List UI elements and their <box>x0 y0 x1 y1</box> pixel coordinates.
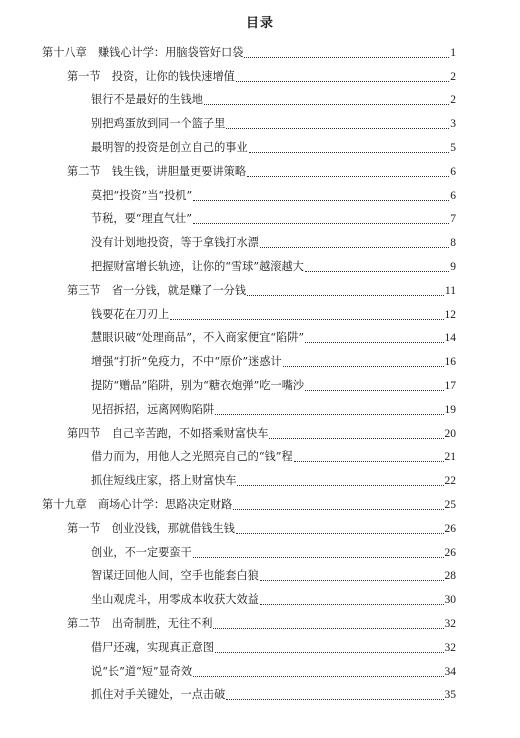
toc-subsection-entry[interactable] <box>0 560 520 584</box>
toc-dot-leader <box>247 176 449 177</box>
toc-dot-leader <box>213 628 443 629</box>
toc-page-number: 25 <box>444 498 456 511</box>
toc-section-entry[interactable] <box>0 60 520 84</box>
toc-page-number: 20 <box>444 427 456 440</box>
toc-page-number: 32 <box>444 617 456 630</box>
toc-page-number: 11 <box>444 284 456 297</box>
toc-page-number: 5 <box>450 141 456 154</box>
toc-entry-title: 别把鸡蛋放到同一个篮子里 <box>91 117 226 131</box>
toc-dot-leader <box>249 152 450 153</box>
toc-dot-leader <box>305 342 443 343</box>
toc-page-number: 7 <box>450 213 456 226</box>
toc-dot-leader <box>193 223 449 224</box>
toc-dot-leader <box>170 319 443 320</box>
toc-entry-title: 钱要花在刀刃上 <box>91 307 170 321</box>
toc-entry-title: 第二节 钱生钱，讲胆量更要讲策略 <box>67 164 247 178</box>
toc-entry-title: 最明智的投资是创立自己的事业 <box>91 140 248 154</box>
toc-subsection-entry[interactable] <box>0 203 520 227</box>
toc-dot-leader <box>269 438 443 439</box>
toc-dot-leader <box>193 557 444 558</box>
toc-dot-leader <box>283 366 444 367</box>
toc-subsection-entry[interactable] <box>0 107 520 131</box>
toc-dot-leader <box>237 485 443 486</box>
toc-subsection-entry[interactable] <box>0 226 520 250</box>
toc-page-number: 16 <box>444 356 456 369</box>
toc-entry-title: 第四节 自己辛苦跑，不如搭乘财富快车 <box>67 426 269 440</box>
toc-entry-title: 节税，要“理直气壮” <box>91 212 192 226</box>
toc-subsection-entry[interactable] <box>0 441 520 465</box>
toc-section-entry[interactable] <box>0 607 520 631</box>
toc-entry-title: 莫把“投资”当“投机” <box>91 188 193 202</box>
toc-entry-title: 没有计划地投资，等于拿钱打水漂 <box>91 236 259 250</box>
toc-dot-leader <box>193 200 449 201</box>
toc-dot-leader <box>260 604 444 605</box>
toc-dot-leader <box>305 390 443 391</box>
toc-entry-title: 第一节 投资，让你的钱快速增值 <box>67 69 235 83</box>
toc-dot-leader <box>215 652 443 653</box>
toc-entry-title: 慧眼识破“处理商品”，不入商家便宜“陷阱” <box>91 331 305 345</box>
toc-subsection-entry[interactable] <box>0 679 520 703</box>
toc-section-entry[interactable] <box>0 155 520 179</box>
toc-entry-title: 第二节 出奇制胜，无往不利 <box>67 616 213 630</box>
toc-dot-leader <box>244 57 449 58</box>
toc-page-number: 26 <box>444 522 456 535</box>
toc-entry-title: 银行不是最好的生钱地 <box>91 93 203 107</box>
toc-page-number: 32 <box>444 641 456 654</box>
toc-page-number: 6 <box>450 189 456 202</box>
toc-entry-title: 创业，不一定要蛮干 <box>91 545 192 559</box>
toc-page-number: 8 <box>450 237 456 250</box>
toc-subsection-entry[interactable] <box>0 393 520 417</box>
toc-dot-leader <box>260 580 444 581</box>
toc-page-number: 3 <box>450 118 456 131</box>
toc-dot-leader <box>204 104 449 105</box>
toc-page-number: 12 <box>444 308 456 321</box>
toc-page-number: 1 <box>450 46 456 59</box>
toc-subsection-entry[interactable] <box>0 298 520 322</box>
toc-subsection-entry[interactable] <box>0 322 520 346</box>
toc-subsection-entry[interactable] <box>0 84 520 108</box>
toc-page-number: 9 <box>450 260 456 273</box>
toc-subsection-entry[interactable] <box>0 250 520 274</box>
toc-page-number: 2 <box>450 94 456 107</box>
toc-dot-leader <box>226 699 443 700</box>
toc-dot-leader <box>236 81 449 82</box>
toc-subsection-entry[interactable] <box>0 655 520 679</box>
toc-dot-leader <box>294 461 444 462</box>
toc-subsection-entry[interactable] <box>0 345 520 369</box>
toc-section-entry[interactable] <box>0 417 520 441</box>
toc-dot-leader <box>305 271 449 272</box>
toc-entry-title: 第十八章 赚钱心计学：用脑袋管好口袋 <box>42 45 244 59</box>
toc-page-number: 21 <box>444 451 456 464</box>
toc-entry-title: 借尸还魂，实现真正意图 <box>91 640 215 654</box>
toc-page-number: 28 <box>444 570 456 583</box>
toc-subsection-entry[interactable] <box>0 179 520 203</box>
toc-subsection-entry[interactable] <box>0 131 520 155</box>
toc-entry-title: 借力而为，用他人之光照亮自己的“钱”程 <box>91 450 293 464</box>
toc-entry-title: 说“长”道“短”显奇效 <box>91 664 193 678</box>
toc-subsection-entry[interactable] <box>0 536 520 560</box>
toc-page-number: 22 <box>444 475 456 488</box>
toc-dot-leader <box>247 295 444 296</box>
toc-page-number: 17 <box>444 379 456 392</box>
toc-page-number: 34 <box>444 665 456 678</box>
toc-chapter-entry[interactable] <box>0 36 520 60</box>
toc-page-number: 2 <box>450 70 456 83</box>
toc-list <box>0 36 520 702</box>
toc-page-number: 14 <box>444 332 456 345</box>
toc-page-number: 30 <box>444 594 456 607</box>
toc-dot-leader <box>233 509 443 510</box>
toc-subsection-entry[interactable] <box>0 369 520 393</box>
toc-entry-title: 第十九章 商场心计学：思路决定财路 <box>42 497 233 511</box>
toc-entry-title: 第一节 创业没钱，那就借钱生钱 <box>67 521 235 535</box>
toc-chapter-entry[interactable] <box>0 488 520 512</box>
toc-entry-title: 把握财富增长轨迹，让你的“雪球”越滚越大 <box>91 259 304 273</box>
toc-subsection-entry[interactable] <box>0 464 520 488</box>
toc-entry-title: 增强“打折”免疫力，不中“原价”迷惑计 <box>91 355 282 369</box>
toc-page-number: 6 <box>450 165 456 178</box>
toc-entry-title: 第三节 省一分钱，就是赚了一分钱 <box>67 283 247 297</box>
toc-entry-title: 抓住短线庄家，搭上财富快车 <box>91 474 237 488</box>
toc-entry-title: 见招拆招，远离网购陷阱 <box>91 402 215 416</box>
toc-entry-title: 坐山观虎斗，用零成本收获大效益 <box>91 593 259 607</box>
toc-subsection-entry[interactable] <box>0 583 520 607</box>
toc-section-entry[interactable] <box>0 274 520 298</box>
toc-dot-leader <box>215 414 443 415</box>
toc-dot-leader <box>226 128 449 129</box>
toc-entry-title: 智谋迂回他人间，空手也能套白狼 <box>91 569 259 583</box>
toc-entry-title: 抓住对手关键处，一点击破 <box>91 688 226 702</box>
toc-title: 目录 <box>245 16 274 31</box>
toc-subsection-entry[interactable] <box>0 631 520 655</box>
toc-dot-leader <box>193 676 443 677</box>
toc-entry-title: 提防“赠品”陷阱，别为“糖衣炮弹”吃一嘴沙 <box>91 378 305 392</box>
toc-dot-leader <box>260 247 449 248</box>
toc-section-entry[interactable] <box>0 512 520 536</box>
toc-page-number: 35 <box>444 689 456 702</box>
toc-page-number: 26 <box>444 546 456 559</box>
toc-page-number: 19 <box>444 403 456 416</box>
toc-dot-leader <box>236 533 444 534</box>
